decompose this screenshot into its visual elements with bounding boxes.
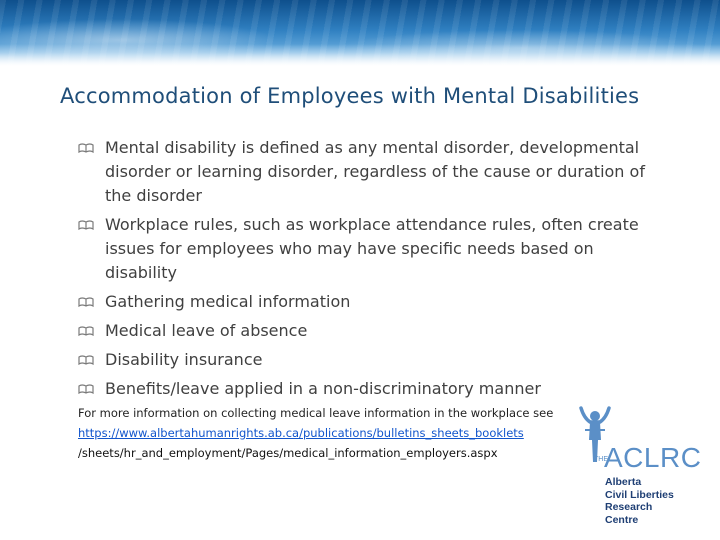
bullet-item — [78, 377, 668, 401]
footnote — [78, 403, 598, 463]
logo-organization-name — [605, 476, 705, 526]
logo-name-line: Civil Liberties — [605, 488, 674, 501]
reference-link[interactable]: https://www.albertahumanrights.ab.ca/publications/bulletins_sheets_booklets — [78, 426, 524, 440]
logo-name-line: Research — [605, 501, 653, 513]
logo-the: THE — [594, 456, 608, 463]
logo-acronym: ACLRC — [604, 442, 702, 473]
book-icon — [78, 143, 94, 153]
bullet-item — [78, 213, 668, 285]
logo-name-line: Centre — [605, 513, 639, 526]
book-icon — [78, 384, 94, 394]
aclrc-logo — [578, 404, 702, 528]
header-banner — [0, 0, 720, 66]
slide-title: Accommodation of Employees with Mental Disabilities — [60, 84, 640, 108]
footnote-text: For more information on collecting medical leave information in the workplace see — [78, 406, 554, 420]
bullet-text: Workplace rules, such as workplace attendance rules, often create issues for employees who may have specific needs based on disability — [105, 215, 639, 282]
book-icon — [78, 355, 94, 365]
logo-name-line: Alberta — [605, 476, 642, 488]
book-icon — [78, 220, 94, 230]
bullet-list — [78, 136, 668, 406]
bullet-text: Disability insurance — [105, 350, 263, 369]
bullet-item — [78, 136, 668, 208]
bullet-item — [78, 348, 668, 372]
bullet-item — [78, 319, 668, 343]
reference-link-continuation: /sheets/hr_and_employment/Pages/medical_information_employers.aspx — [78, 446, 498, 460]
bullet-text: Medical leave of absence — [105, 321, 308, 340]
bullet-text: Mental disability is defined as any mental disorder, developmental disorder or learning disorder, regardless of the cause or duration of the disorder — [105, 138, 645, 205]
book-icon — [78, 297, 94, 307]
bullet-text: Benefits/leave applied in a non-discriminatory manner — [105, 379, 541, 398]
bullet-item — [78, 290, 668, 314]
bullet-text: Gathering medical information — [105, 292, 351, 311]
book-icon — [78, 326, 94, 336]
